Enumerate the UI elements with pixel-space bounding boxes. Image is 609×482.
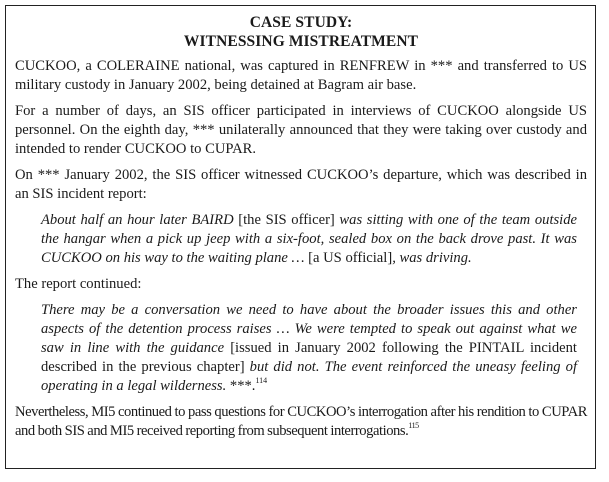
quote2-segment-2: [issued in January 2002 following the PINTAIL incident described in the previous chapter] bbox=[41, 340, 577, 375]
paragraph-nevertheless-text: Nevertheless, MI5 continued to pass questions for CUCKOO’s interrogation after his rendition to CUPAR and both SIS and MI5 received reporting from subsequent interrogations. bbox=[15, 404, 587, 439]
quote1-segment-5: , was driving. bbox=[392, 250, 472, 266]
quote2-segment-1: There may be a conversation we need to have about the broader issues this and other aspects of the detention process raises … We were tempted to speak out against what we saw in line with the guidance bbox=[41, 302, 577, 356]
quote1-segment-3: was sitting with one of the team outside the hangar when a pick up jeep with a six-foot, sealed box on the back drove past. It was CUCKOO on his way to the waiting plane … bbox=[41, 212, 578, 266]
paragraph-interviews: For a number of days, an SIS officer participated in interviews of CUCKOO alongside US personnel. On the eighth day, *** unilaterally announced that they were taking over custody and intended to render CUCKOO to CUPAR. bbox=[15, 103, 587, 157]
quote2-segment-3: but did not. The event reinforced the uneasy feeling of operating in a legal wilderness. bbox=[41, 359, 577, 394]
quote1-segment-4: [a US official] bbox=[308, 250, 393, 266]
quote1-segment-1: About half an hour later BAIRD bbox=[41, 212, 239, 228]
paragraph-capture: CUCKOO, a COLERAINE national, was captured in RENFREW in *** and transferred to US military custody in January 2002, being detained at Bagram air base. bbox=[15, 58, 587, 93]
footnote-114: 114 bbox=[255, 376, 268, 386]
quote2-segment-4: ***. bbox=[226, 378, 256, 394]
paragraph-departure: On *** January 2002, the SIS officer witnessed CUCKOO’s departure, which was described in an SIS incident report: bbox=[15, 167, 587, 202]
case-study-box bbox=[5, 5, 596, 469]
footnote-115: 115 bbox=[408, 421, 419, 431]
title-line-1: CASE STUDY: bbox=[249, 14, 353, 31]
paragraph-nevertheless bbox=[15, 403, 587, 441]
title-line-2: WITNESSING MISTREATMENT bbox=[183, 33, 419, 50]
quote-incident-report bbox=[41, 211, 577, 268]
quote-report-continued bbox=[41, 301, 577, 396]
quote1-segment-2: [the SIS officer] bbox=[238, 212, 335, 228]
case-study-title bbox=[15, 13, 587, 51]
paragraph-report-continued: The report continued: bbox=[15, 276, 142, 292]
